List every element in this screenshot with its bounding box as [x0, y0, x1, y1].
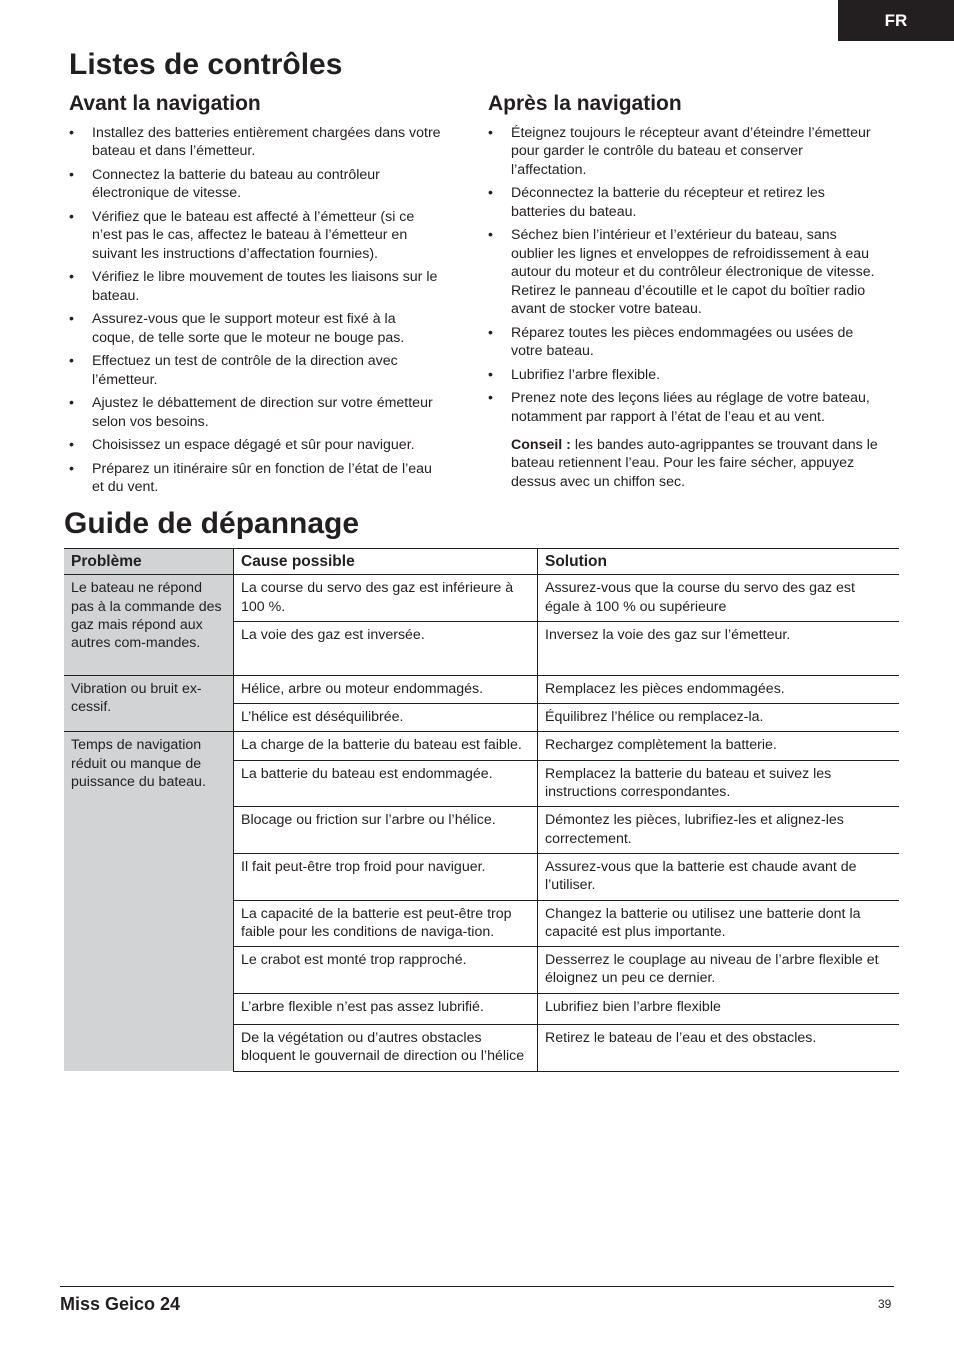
after-navigation-list — [488, 124, 881, 426]
page-title-troubleshooting: Guide de dépannage — [64, 507, 360, 540]
after-navigation-column — [488, 124, 881, 505]
solution-cell: Démontez les pièces, lubrifiez-les et alignez-les correctement. — [538, 807, 900, 854]
cause-cell: L’hélice est déséquilibrée. — [234, 704, 538, 732]
list-item: • Éteignez toujours le récepteur avant d’éteindre l’émetteur pour garder le contrôle du bateau et conserver l’affectation. — [488, 124, 881, 179]
table-header-row — [64, 549, 899, 575]
solution-cell: Desserrez le couplage au niveau de l’arbre flexible et éloignez un peu ce dernier. — [538, 947, 900, 994]
list-item: • Vérifiez le libre mouvement de toutes les liaisons sur le bateau. — [69, 268, 442, 305]
solution-cell: Rechargez complètement la batterie. — [538, 732, 900, 760]
cause-cell: Blocage ou friction sur l’arbre ou l’hélice. — [234, 807, 538, 854]
problem-cell: Le bateau ne répond pas à la commande des gaz mais répond aux autres com-mandes. — [64, 575, 234, 676]
table-row — [64, 575, 899, 622]
before-navigation-column — [69, 124, 442, 502]
list-item: • Déconnectez la batterie du récepteur et retirez les batteries du bateau. — [488, 184, 881, 221]
table-row — [64, 675, 899, 703]
problem-cell: Vibration ou bruit ex-cessif. — [64, 675, 234, 732]
list-item: • Choisissez un espace dégagé et sûr pour naviguer. — [69, 436, 442, 454]
solution-cell: Assurez-vous que la course du servo des gaz est égale à 100 % ou supérieure — [538, 575, 900, 622]
tip-paragraph — [488, 436, 881, 491]
solution-cell: Remplacez les pièces endommagées. — [538, 675, 900, 703]
cause-cell: La charge de la batterie du bateau est faible. — [234, 732, 538, 760]
cause-cell: Le crabot est monté trop rapproché. — [234, 947, 538, 994]
solution-cell: Remplacez la batterie du bateau et suivez les instructions correspondantes. — [538, 760, 900, 807]
cause-cell: Hélice, arbre ou moteur endommagés. — [234, 675, 538, 703]
cause-cell: La voie des gaz est inversée. — [234, 621, 538, 675]
language-tab: FR — [838, 0, 954, 41]
header-solution: Solution — [538, 549, 900, 575]
before-navigation-heading: Avant la navigation — [69, 92, 261, 115]
header-problem: Problème — [64, 549, 234, 575]
cause-cell: La batterie du bateau est endommagée. — [234, 760, 538, 807]
list-item: • Installez des batteries entièrement chargées dans votre bateau et dans l’émetteur. — [69, 124, 442, 161]
list-item: • Réparez toutes les pièces endommagées ou usées de votre bateau. — [488, 324, 881, 361]
solution-cell: Retirez le bateau de l’eau et des obstacles. — [538, 1025, 900, 1072]
table-row — [64, 732, 899, 760]
list-item: • Préparez un itinéraire sûr en fonction de l’état de l’eau et du vent. — [69, 460, 442, 497]
solution-cell: Inversez la voie des gaz sur l’émetteur. — [538, 621, 900, 675]
cause-cell: La capacité de la batterie est peut-être trop faible pour les conditions de naviga-tion. — [234, 900, 538, 947]
cause-cell: L’arbre flexible n’est pas assez lubrifié. — [234, 993, 538, 1024]
list-item: • Vérifiez que le bateau est affecté à l’émetteur (si ce n’est pas le cas, affectez le bateau à l’émetteur en suivant les instructions d’affectation fournies). — [69, 208, 442, 263]
solution-cell: Assurez-vous que la batterie est chaude avant de l’utiliser. — [538, 853, 900, 900]
footer-divider — [60, 1286, 894, 1287]
list-item: • Effectuez un test de contrôle de la direction avec l’émetteur. — [69, 352, 442, 389]
tip-text: les bandes auto-agrippantes se trouvant dans le bateau retiennent l’eau. Pour les faire sécher, appuyez dessus avec un chiffon sec. — [511, 437, 878, 490]
cause-cell: De la végétation ou d’autres obstacles bloquent le gouvernail de direction ou l’hélice — [234, 1025, 538, 1072]
after-navigation-heading: Après la navigation — [488, 92, 682, 115]
list-item: • Séchez bien l’intérieur et l’extérieur du bateau, sans oublier les lignes et enveloppes de refroidissement à eau autour du moteur et du contrôleur électronique de vitesse. Retirez le panneau d’écoutille et le capot du boîtier radio avant de stocker votre bateau. — [488, 226, 881, 318]
page-title-checklists: Listes de contrôles — [69, 48, 343, 81]
footer-title: Miss Geico 24 — [60, 1294, 181, 1314]
solution-cell: Changez la batterie ou utilisez une batterie dont la capacité est plus importante. — [538, 900, 900, 947]
list-item: • Prenez note des leçons liées au réglage de votre bateau, notamment par rapport à l’état de l’eau et au vent. — [488, 389, 881, 426]
solution-cell: Lubrifiez bien l’arbre flexible — [538, 993, 900, 1024]
before-navigation-list — [69, 124, 442, 497]
problem-cell: Temps de navigation réduit ou manque de puissance du bateau. — [64, 732, 234, 1071]
list-item: • Connectez la batterie du bateau au contrôleur électronique de vitesse. — [69, 166, 442, 203]
solution-cell: Équilibrez l’hélice ou remplacez-la. — [538, 704, 900, 732]
cause-cell: La course du servo des gaz est inférieure à 100 %. — [234, 575, 538, 622]
tip-label: Conseil : — [511, 437, 571, 454]
troubleshooting-table — [64, 548, 899, 1072]
list-item: • Lubrifiez l’arbre flexible. — [488, 366, 881, 384]
page-number: 39 — [878, 1297, 892, 1311]
header-cause: Cause possible — [234, 549, 538, 575]
list-item: • Ajustez le débattement de direction sur votre émetteur selon vos besoins. — [69, 394, 442, 431]
list-item: • Assurez-vous que le support moteur est fixé à la coque, de telle sorte que le moteur ne bouge pas. — [69, 310, 442, 347]
cause-cell: Il fait peut-être trop froid pour naviguer. — [234, 853, 538, 900]
